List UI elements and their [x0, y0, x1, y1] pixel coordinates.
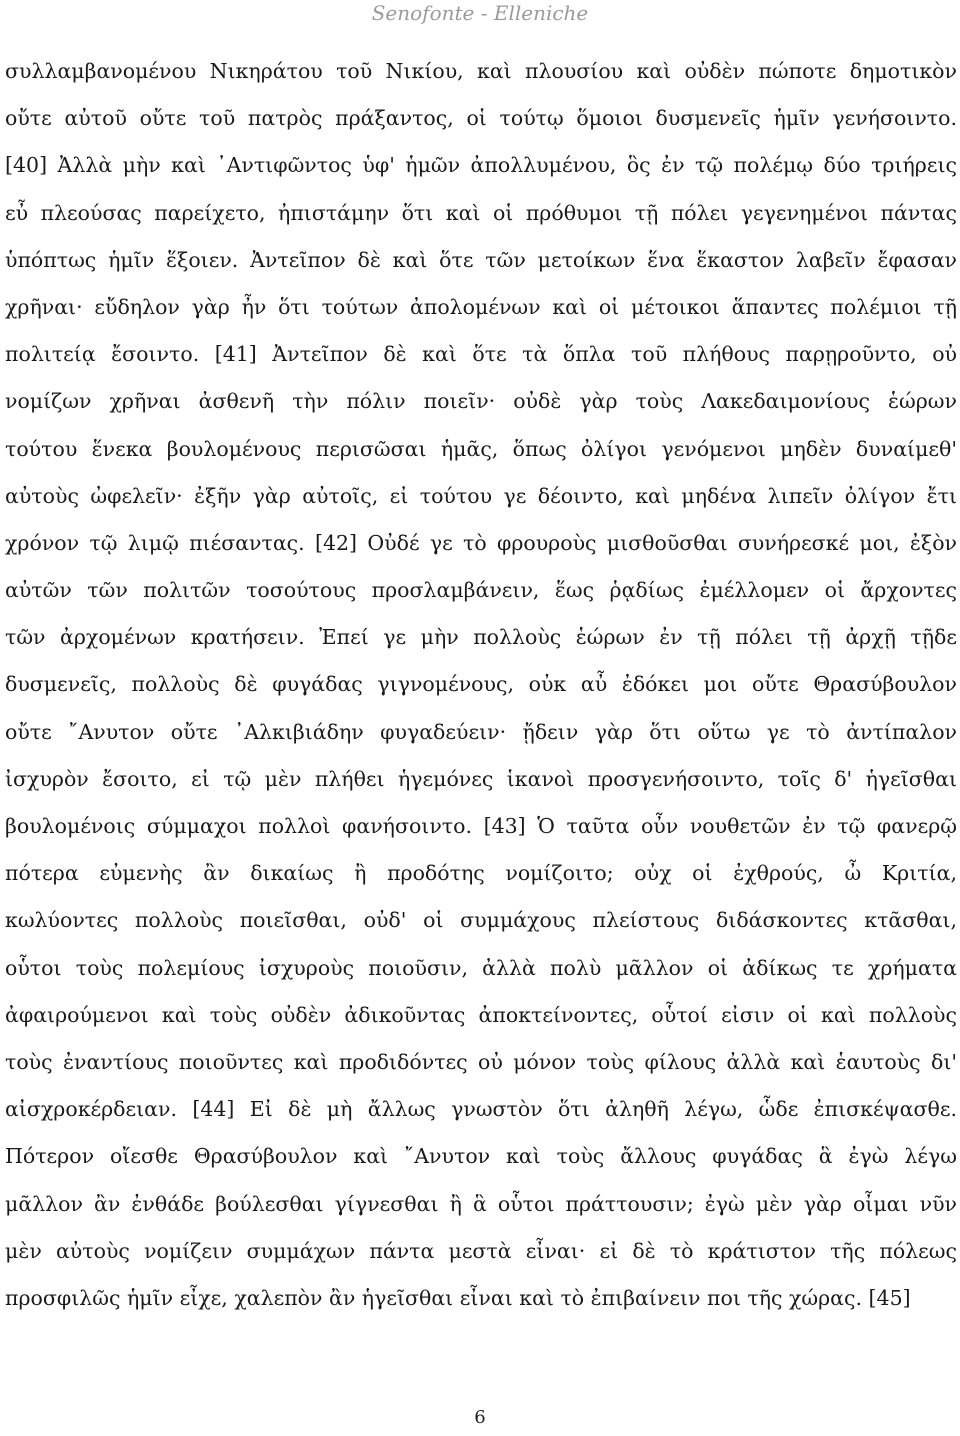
text-line: Πότερον οἴεσθε Θρασύβουλον καὶ ῎Ανυτον καὶ τοὺς ἄλλους φυγάδας ἃ ἐγὼ λέγω — [5, 1144, 957, 1169]
text-line: χρῆναι· εὔδηλον γὰρ ἦν ὅτι τούτων ἀπολομένων καὶ οἱ μέτοικοι ἅπαντες πολέμιοι τῇ — [5, 294, 957, 319]
text-line: ἰσχυρὸν ἔσοιτο, εἰ τῷ μὲν πλήθει ἡγεμόνες ἱκανοὶ προσγενήσοιντο, τοῖς δ' ἡγεῖσθαι — [5, 766, 957, 791]
text-line: εὖ πλεούσας παρείχετο, ἠπιστάμην ὅτι καὶ οἱ πρόθυμοι τῇ πόλει γεγενημένοι πάντας — [5, 200, 957, 225]
text-line: αὐτῶν τῶν πολιτῶν τοσούτους προσλαμβάνειν, ἕως ῥᾳδίως ἐμέλλομεν οἱ ἄρχοντες — [5, 578, 957, 603]
text-line: [40] Ἀλλὰ μὴν καὶ ᾿Αντιφῶντος ὑφ' ἡμῶν ἀπολλυμένου, ὃς ἐν τῷ πολέμῳ δύο τριήρεις — [5, 153, 957, 178]
text-line: τούτου ἕνεκα βουλομένους περισῶσαι ἡμᾶς, ὅπως ὀλίγοι γενόμενοι μηδὲν δυναίμεθ' — [5, 436, 957, 461]
text-line: προσφιλῶς ἡμῖν εἶχε, χαλεπὸν ἂν ἡγεῖσθαι εἶναι καὶ τὸ ἐπιβαίνειν ποι τῆς χώρας. [45] — [5, 1285, 911, 1310]
text-line: χρόνον τῷ λιμῷ πιέσαντας. [42] Οὐδέ γε τὸ φρουροὺς μισθοῦσθαι συνήρεσκέ μοι, ἐξὸν — [5, 530, 957, 555]
page-number: 6 — [474, 1407, 486, 1428]
text-line: αἰσχροκέρδειαν. [44] Εἰ δὲ μὴ ἄλλως γνωστὸν ὅτι ἀληθῆ λέγω, ὧδε ἐπισκέψασθε. — [5, 1097, 957, 1122]
text-line: πότερα εὐμενὴς ἂν δικαίως ἢ προδότης νομίζοιτο; οὐχ οἱ ἐχθρούς, ὦ Κριτία, — [5, 861, 957, 886]
body-text — [5, 48, 957, 1322]
text-line: κωλύοντες πολλοὺς ποιεῖσθαι, οὐδ' οἱ συμμάχους πλείστους διδάσκοντες κτᾶσθαι, — [5, 908, 957, 933]
text-line: συλλαμβανομένου Νικηράτου τοῦ Νικίου, καὶ πλουσίου καὶ οὐδὲν πώποτε δημοτικὸν — [5, 59, 957, 83]
text-line: οὔτε ῎Ανυτον οὔτε ᾿Αλκιβιάδην φυγαδεύειν· ᾔδειν γὰρ ὅτι οὕτω γε τὸ ἀντίπαλον — [5, 719, 957, 744]
text-line: πολιτείᾳ ἔσοιντο. [41] Ἀντεῖπον δὲ καὶ ὅτε τὰ ὅπλα τοῦ πλήθους παρῃροῦντο, οὐ — [5, 342, 957, 367]
text-line: ὑπόπτως ἡμῖν ἕξοιεν. Ἀντεῖπον δὲ καὶ ὅτε τῶν μετοίκων ἕνα ἕκαστον λαβεῖν ἔφασαν — [5, 247, 957, 272]
text-line: τῶν ἀρχομένων κρατήσειν. Ἐπεί γε μὴν πολλοὺς ἑώρων ἐν τῇ πόλει τῇ ἀρχῇ τῇδε — [5, 625, 957, 650]
text-line: τοὺς ἐναντίους ποιοῦντες καὶ προδιδόντες οὐ μόνον τοὺς φίλους ἀλλὰ καὶ ἑαυτοὺς δι' — [5, 1049, 957, 1074]
text-line: μᾶλλον ἂν ἐνθάδε βούλεσθαι γίγνεσθαι ἢ ἃ οὗτοι πράττουσιν; ἐγὼ μὲν γὰρ οἶμαι νῦν — [5, 1191, 957, 1216]
text-line: νομίζων χρῆναι ἀσθενῆ τὴν πόλιν ποιεῖν· οὐδὲ γὰρ τοὺς Λακεδαιμονίους ἑώρων — [5, 389, 957, 414]
text-line: δυσμενεῖς, πολλοὺς δὲ φυγάδας γιγνομένους, οὐκ αὖ ἐδόκει μοι οὔτε Θρασύβουλον — [5, 672, 957, 697]
text-line: οὗτοι τοὺς πολεμίους ἰσχυροὺς ποιοῦσιν, ἀλλὰ πολὺ μᾶλλον οἱ ἀδίκως τε χρήματα — [5, 955, 957, 980]
text-line: αὐτοὺς ὠφελεῖν· ἐξῆν γὰρ αὐτοῖς, εἰ τούτου γε δέοιντο, καὶ μηδένα λιπεῖν ὀλίγον ἔτι — [5, 483, 957, 508]
text-line: οὔτε αὐτοῦ οὔτε τοῦ πατρὸς πράξαντος, οἱ τούτῳ ὅμοιοι δυσμενεῖς ἡμῖν γενήσοιντο. — [5, 106, 957, 131]
running-header: Senofonte - Elleniche — [371, 1, 589, 25]
text-line: βουλομένοις σύμμαχοι πολλοὶ φανήσοιντο. [43] Ὁ ταῦτα οὖν νουθετῶν ἐν τῷ φανερῷ — [5, 814, 957, 838]
text-line: μὲν αὐτοὺς νομίζειν συμμάχων πάντα μεστὰ εἶναι· εἰ δὲ τὸ κράτιστον τῆς πόλεως — [5, 1238, 957, 1263]
text-line: ἀφαιρούμενοι καὶ τοὺς οὐδὲν ἀδικοῦντας ἀποκτείνοντες, οὗτοί εἰσιν οἱ καὶ πολλοὺς — [5, 1002, 957, 1027]
